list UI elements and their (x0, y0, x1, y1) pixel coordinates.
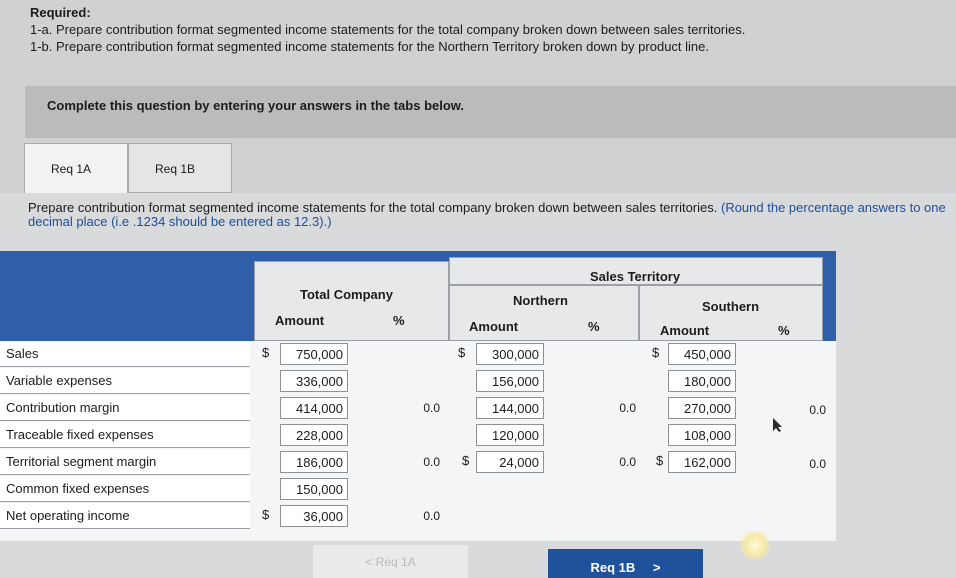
northern-amount-label: Amount (469, 319, 519, 334)
chevron-right-icon: > (652, 560, 661, 575)
north-sales-input[interactable]: 300,000 (476, 343, 544, 365)
total-cm-pct[interactable]: 0.0 (423, 401, 440, 415)
row-label-common-fixed: Common fixed expenses (0, 476, 250, 502)
row-label-variable-expenses: Variable expenses (0, 368, 250, 394)
mouse-cursor-icon (770, 417, 786, 433)
banner-text: Complete this question by entering your answers in the tabs below. (47, 98, 465, 113)
total-noi-input[interactable]: 36,000 (280, 505, 348, 527)
required-heading: Required: (30, 5, 91, 20)
total-variable-input[interactable]: 336,000 (280, 370, 348, 392)
tab-req-1a[interactable] (24, 143, 128, 193)
total-percent-label: % (393, 313, 405, 328)
south-dollar-sign: $ (652, 345, 660, 360)
north-cm-input[interactable]: 144,000 (476, 397, 544, 419)
south-segment-input[interactable]: 162,000 (668, 451, 736, 473)
sales-territory-label: Sales Territory (590, 269, 681, 284)
total-amount-label: Amount (275, 313, 325, 328)
south-segment-dollar: $ (656, 453, 664, 468)
south-segment-pct[interactable]: 0.0 (809, 457, 826, 471)
rounding-note: (Round the percentage answers to one decimal place (i.e .1234 should be entered as 12.3).) (28, 200, 946, 229)
northern-percent-label: % (588, 319, 600, 334)
tab-req-1b-label: Req 1B (155, 162, 196, 176)
south-cm-pct[interactable]: 0.0 (809, 403, 826, 417)
north-traceable-input[interactable]: 120,000 (476, 424, 544, 446)
tab-req-1a-label: Req 1A (51, 162, 92, 176)
southern-label: Southern (702, 299, 760, 314)
total-company-label: Total Company (300, 287, 393, 302)
total-cm-input[interactable]: 414,000 (280, 397, 348, 419)
south-variable-input[interactable]: 180,000 (668, 370, 736, 392)
north-segment-input[interactable]: 24,000 (476, 451, 544, 473)
instructions-text: Prepare contribution format segmented income statements for the total company broken down between sales territories. (28, 200, 718, 215)
row-label-net-operating-income: Net operating income (0, 503, 250, 529)
row-label-territorial-margin: Territorial segment margin (0, 449, 250, 475)
south-sales-input[interactable]: 450,000 (668, 343, 736, 365)
row-label-traceable-fixed: Traceable fixed expenses (0, 422, 250, 448)
north-variable-input[interactable]: 156,000 (476, 370, 544, 392)
required-section (30, 4, 745, 55)
total-noi-dollar: $ (262, 507, 270, 522)
light-glare (738, 531, 772, 559)
north-segment-pct[interactable]: 0.0 (619, 455, 636, 469)
total-noi-pct[interactable]: 0.0 (423, 509, 440, 523)
row-label-contribution-margin: Contribution margin (0, 395, 250, 421)
chevron-left-icon: < (365, 555, 373, 569)
south-cm-input[interactable]: 270,000 (668, 397, 736, 419)
northern-label: Northern (513, 293, 568, 308)
next-button[interactable] (548, 549, 703, 578)
required-1a: 1-a. Prepare contribution format segmented income statements for the total company broken down between sales territories. (30, 22, 746, 37)
prev-button[interactable] (313, 545, 468, 578)
north-dollar-sign: $ (458, 345, 466, 360)
tab-panel (0, 193, 956, 578)
north-cm-pct[interactable]: 0.0 (619, 401, 636, 415)
southern-percent-label: % (778, 323, 790, 338)
instruction-banner (25, 86, 956, 138)
southern-amount-label: Amount (660, 323, 710, 338)
total-segment-input[interactable]: 186,000 (280, 451, 348, 473)
next-button-label: Req 1B (590, 560, 636, 575)
total-segment-pct[interactable]: 0.0 (423, 455, 440, 469)
row-label-sales: Sales (0, 341, 250, 367)
total-dollar-sign: $ (262, 345, 270, 360)
south-traceable-input[interactable]: 108,000 (668, 424, 736, 446)
income-statement-table (0, 251, 836, 541)
north-segment-dollar: $ (462, 453, 470, 468)
prev-button-label: Req 1A (375, 555, 416, 569)
tab-req-1b[interactable] (128, 143, 232, 193)
table-body (0, 341, 836, 541)
total-sales-input[interactable]: 750,000 (280, 343, 348, 365)
total-traceable-input[interactable]: 228,000 (280, 424, 348, 446)
total-common-input[interactable]: 150,000 (280, 478, 348, 500)
instructions (28, 201, 948, 229)
required-1b: 1-b. Prepare contribution format segmented income statements for the Northern Territory broken down by product line. (30, 39, 709, 54)
